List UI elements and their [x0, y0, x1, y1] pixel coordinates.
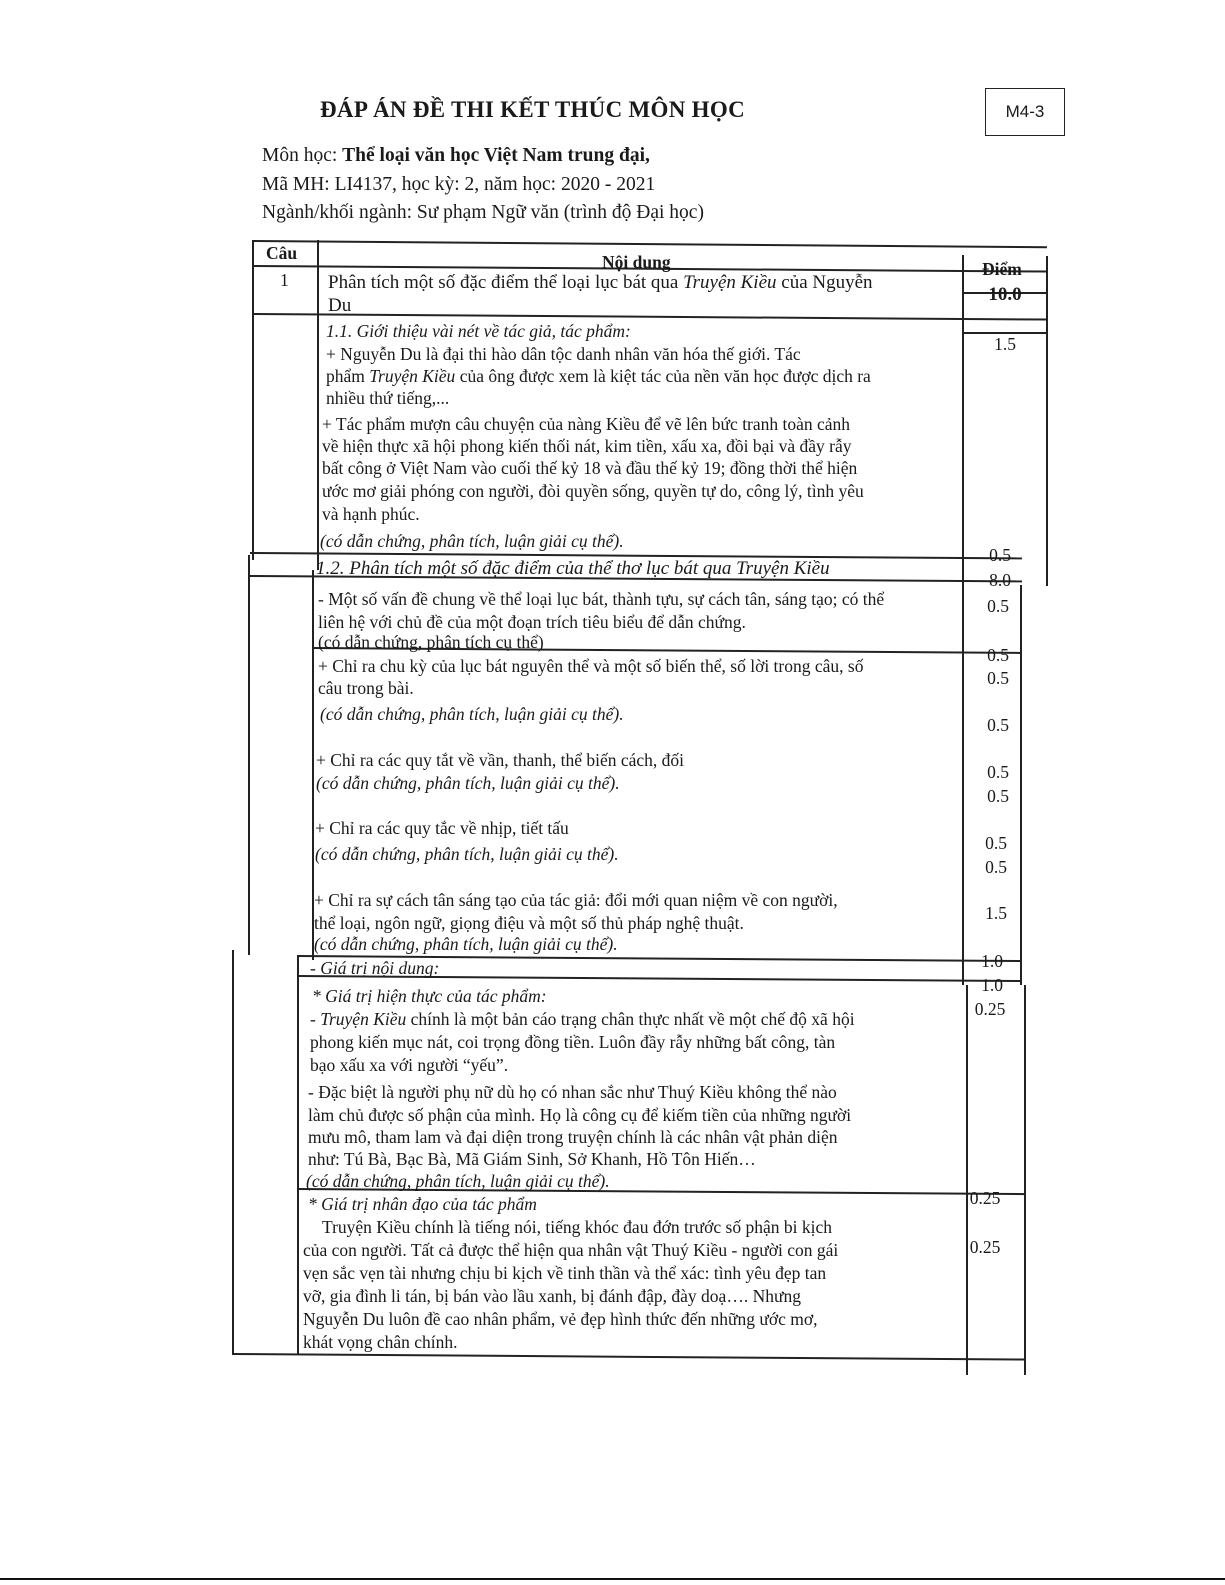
- evidence-note: (có dẫn chứng, phân tích cụ thể): [318, 632, 544, 652]
- major-line: Ngành/khối ngành: Sư phạm Ngữ văn (trình độ Đại học): [262, 202, 704, 223]
- paragraph-line: và hạnh phúc.: [322, 504, 420, 524]
- score-cell: 0.5: [987, 596, 1009, 616]
- scan-edge-line: [0, 1578, 1225, 1580]
- evidence-note: (có dẫn chứng, phân tích, luận giải cụ thể).: [314, 934, 618, 954]
- paragraph-line: như: Tú Bà, Bạc Bà, Mã Giám Sinh, Sở Khanh, Hồ Tôn Hiến…: [308, 1149, 756, 1169]
- section-heading: 1.1. Giới thiệu vài nét về tác giả, tác phẩm:: [326, 321, 631, 341]
- paragraph-line: nhiều thứ tiếng,...: [326, 388, 450, 408]
- subject-line: [262, 145, 650, 167]
- score-cell: 0.25: [969, 1188, 1001, 1208]
- paragraph-line: khát vọng chân chính.: [303, 1332, 458, 1352]
- score-cell: 1.0: [981, 975, 1003, 995]
- paragraph-line: bất công ở Việt Nam vào cuối thế kỷ 18 và đầu thế kỷ 19; đồng thời thể hiện: [322, 458, 858, 478]
- paragraph-line: về hiện thực xã hội phong kiến thối nát, kim tiền, xấu xa, đồi bại và đầy rẫy: [322, 436, 852, 456]
- paragraph-line: + Chỉ ra chu kỳ của lục bát nguyên thể và một số biến thể, số lời trong câu, số: [318, 656, 864, 676]
- paragraph-line: liên hệ với chủ đề của một đoạn trích tiêu biểu để dẫn chứng.: [318, 612, 746, 632]
- paragraph-line: phong kiến mục nát, coi trọng đồng tiền. Luôn đầy rẫy những bất công, tàn: [310, 1032, 836, 1052]
- paragraph-line: bạo xấu xa với người “yếu”.: [310, 1055, 509, 1075]
- paragraph-line: phẩm Truyện Kiều của ông được xem là kiệt tác của nền văn học được dịch ra: [326, 366, 871, 386]
- question-text-cont: Du: [328, 295, 352, 316]
- paragraph-line: + Nguyễn Du là đại thi hào dân tộc danh nhân văn hóa thế giới. Tác: [326, 344, 801, 364]
- document-code-box: [985, 88, 1065, 136]
- score-cell: 0.25: [969, 1237, 1001, 1257]
- evidence-note: (có dẫn chứng, phân tích, luận giải cụ thể).: [315, 844, 619, 864]
- paragraph-line: - Một số vấn đề chung về thể loại lục bát, thành tựu, sự cách tân, sáng tạo; có thể: [318, 589, 885, 609]
- score-cell: 0.5: [987, 645, 1009, 665]
- score-cell: 0.25: [974, 999, 1006, 1019]
- score-cell: 0.5: [987, 762, 1009, 782]
- evidence-note: (có dẫn chứng, phân tích, luận giải cụ thể).: [316, 773, 620, 793]
- col-header-diem: Điểm: [982, 259, 1022, 279]
- paragraph-line: làm chủ được số phận của mình. Họ là công cụ để kiếm tiền của những người: [308, 1105, 852, 1125]
- subject-label: Môn học:: [262, 145, 343, 166]
- paragraph-line: + Chỉ ra các quy tắc về nhịp, tiết tấu: [315, 818, 569, 838]
- paragraph-line: Truyện Kiều chính là tiếng nói, tiếng khóc đau đớn trước số phận bi kịch: [322, 1217, 832, 1237]
- score-cell: 0.5: [987, 786, 1009, 806]
- section-heading: - Giá trị nội dung:: [310, 958, 440, 978]
- score-cell: 0.5: [985, 857, 1007, 877]
- paragraph-line: của con người. Tất cả được thể hiện qua nhân vật Thuý Kiều - người con gái: [303, 1240, 839, 1260]
- question-number: 1: [280, 270, 289, 290]
- col-header-cau: Câu: [266, 243, 298, 263]
- score-cell: 1.0: [981, 951, 1003, 971]
- evidence-note: (có dẫn chứng, phân tích, luận giải cụ thể).: [320, 704, 624, 724]
- evidence-note: (có dẫn chứng, phân tích, luận giải cụ thể).: [320, 531, 624, 551]
- paragraph-line: ước mơ giải phóng con người, đòi quyền sống, quyền tự do, công lý, tình yêu: [322, 481, 864, 501]
- paragraph-line: - Truyện Kiều chính là một bản cáo trạng chân thực nhất về một chế độ xã hội: [310, 1009, 855, 1029]
- document-code: M4-3: [1005, 102, 1045, 121]
- subsection-heading: * Giá trị hiện thực của tác phẩm:: [312, 986, 547, 1006]
- score-cell: 0.5: [987, 715, 1009, 735]
- page-title: ĐÁP ÁN ĐỀ THI KẾT THÚC MÔN HỌC: [320, 97, 745, 122]
- paragraph-line: + Chỉ ra các quy tắt về vần, thanh, thể biến cách, đối: [316, 750, 685, 770]
- paragraph-line: + Tác phẩm mượn câu chuyện của nàng Kiều để vẽ lên bức tranh toàn cảnh: [322, 414, 851, 434]
- subject-value: Thể loại văn học Việt Nam trung đại,: [342, 145, 650, 166]
- score-cell: 1.5: [994, 334, 1016, 354]
- score-cell: 1.5: [985, 903, 1007, 923]
- subsection-heading: * Giá trị nhân đạo của tác phẩm: [308, 1194, 537, 1214]
- paragraph-line: vỡ, gia đình li tán, bị bán vào lầu xanh, bị đánh đập, đày doạ…. Nhưng: [303, 1286, 801, 1306]
- paragraph-line: thể loại, ngôn ngữ, giọng điệu và một số thủ pháp nghệ thuật.: [314, 913, 744, 933]
- paragraph-line: mưu mô, tham lam và đại diện trong truyện chính là các nhân vật phản diện: [308, 1127, 838, 1147]
- paragraph-line: - Đặc biệt là người phụ nữ dù họ có nhan sắc như Thuý Kiều không thể nào: [308, 1082, 837, 1102]
- score-cell: 0.5: [985, 833, 1007, 853]
- course-line: Mã MH: LI4137, học kỳ: 2, năm học: 2020 - 2021: [262, 174, 656, 195]
- paragraph-line: câu trong bài.: [318, 678, 414, 698]
- col-header-noidung: Nội dung: [602, 252, 671, 272]
- paragraph-line: Nguyễn Du luôn đề cao nhân phẩm, vẻ đẹp hình thức đến những ước mơ,: [303, 1309, 818, 1329]
- question-score: 10.0: [988, 284, 1022, 305]
- evidence-note: (có dẫn chứng, phân tích, luận giải cụ thể).: [306, 1171, 610, 1191]
- score-cell: 0.5: [989, 545, 1011, 565]
- section-heading: 1.2. Phân tích một số đặc điểm của thể thơ lục bát qua Truyện Kiều: [316, 558, 830, 579]
- paragraph-line: vẹn sắc vẹn tài nhưng chịu bi kịch về tinh thần và thể xác: tình yêu đẹp tan: [303, 1263, 827, 1283]
- question-text: Phân tích một số đặc điểm thể loại lục bát qua Truyện Kiều của Nguyễn: [328, 272, 873, 293]
- score-cell: 8.0: [989, 570, 1011, 590]
- score-cell: 0.5: [987, 668, 1009, 688]
- paragraph-line: + Chỉ ra sự cách tân sáng tạo của tác giả: đổi mới quan niệm về con người,: [314, 890, 838, 910]
